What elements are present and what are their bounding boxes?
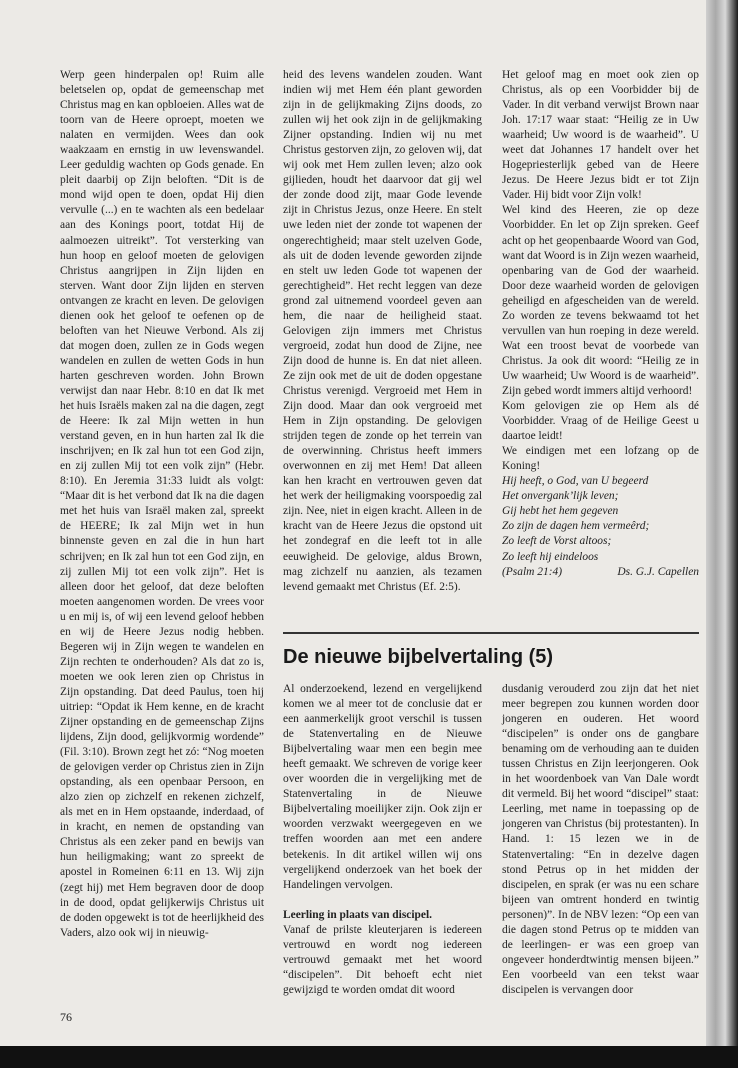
column-1 xyxy=(60,68,264,941)
paragraph: Al onderzoekend, lezend en vergelijkend komen we al meer tot de conclusie dat er een aanmerkelijk groot verschil is tussen de Statenvertaling en de Nieuwe Bijbelvertaling waar men een begin mee heeft gemaakt. We schreven de vorige keer over woorden die in vergelijking met de Statenvertaling in de Nieuwe Bijbelvertaling moeilijker zijn. Ook zijn er woorden verzwakt weergegeven en we treffen woorden aan met een andere betekenis. In dit artikel willen wij ons vergelijkend onderzoek van het boek der Handelingen vervolgen. xyxy=(283,683,482,891)
article-title: De nieuwe bijbelvertaling (5) xyxy=(283,646,554,668)
poem-line: (Psalm 21:4) xyxy=(502,565,563,578)
page-number: 76 xyxy=(60,1010,72,1024)
poem-line: Gij hebt het hem gegeven xyxy=(502,505,619,518)
poem-line: Zo leeft hij eindeloos xyxy=(502,550,599,563)
paragraph: Wel kind des Heeren, zie op deze Voorbidder. En let op Zijn spreken. Geef acht op het geopenbaarde Woord van God, want dat Woord is in Zijn wezen waarheid, openbaring van de God der waarheid. Door deze waarheid worden de gelovigen geheiligd en afgescheiden van de wereld. Zo worden ze tevens bekwaamd tot het vervullen van hun roeping in deze wereld. Wat een troost bevat de voorbede van Christus. Ja ook dit woord: “Heilig ze in Uw waarheid; Uw Woord is de waarheid”. Zijn gebed wordt immers altijd verhoord! xyxy=(502,204,699,397)
subheading: Leerling in plaats van discipel. xyxy=(283,908,433,921)
paragraph: Werp geen hinderpalen op! Ruim alle beletselen op, opdat de gemeenschap met Christus mag en kan opbloeien. Alles wat de toorn van de Heere oproept, moeten we nalaten en vermijden. Wees dan ook waakzaam en ernstig in uw levenswandel. Leer geduldig wachten op Gods genade. En pleit daarbij op Zijn beloften. “Dit is de mond wijd open te doen, opdat Hij dien vervulle (...) en te wachten als een bedelaar aan des Konings poort, totdat Hij de aalmoezen uitreikt”. Tot versterking van hun hoop en geloof moeten de gelovigen Christus aangrijpen in Zijn lijden en sterven. Want door Zijn lijden en sterven ontvangen ze kracht en leven. De gelovigen dienen ook het geloof te oefenen op de beloften van het Nieuwe Verbond. Als zij dat mogen doen, zullen ze in Gods wegen wandelen en zullen de wetten Gods in hun harten geschreven worden. John Brown verwijst dan naar Hebr. 8:10 en dat Ik met het huis Israëls maken zal na die dagen, zegt de Heere: Ik zal Mijn wetten in hun verstand geven, en in hun harten zal Ik die inschrijven; en Ik zal hun tot een God zijn, en zij zullen Mij tot een volk zijn” (Hebr. 8:10). En Jeremia 31:33 luidt als volgt: “Maar dit is het verbond dat Ik na die dagen met het huis van Israël maken zal, spreekt de HEERE; Ik zal Mijn wet in hun binnenste geven en zal die in hun hart schrijven; en Ik zal hun tot een God zijn, en zij zullen Mij tot een volk zijn”. Het is alleen door het geloof, dat deze beloften moeten aangenomen worden. De vrees voor u en mij is, of wij een levend geloof hebben en wij de Heere Jezus nodig hebben. Begeren wij in Zijn wegen te wandelen en Zijn rechten te onderhouden? Als dat zo is, moeten we ook leren zien op Christus in Zijn opstanding. Dat deed Paulus, toen hij uitriep: “Opdat ik Hem kenne, en de kracht Zijner opstanding en de gemeenschap Zijns lijdens, Zijn dood, gelijkvormig wordende” (Fil. 3:10). Brown zegt het zó: “Nog moeten de gelovigen verder op Christus zien in Zijn opstanding, als een openbaar Persoon, en alzo zien op zichzelf en rekenen zichzelf, als met en in Hem opstaande, inderdaad, of in kracht, en nemen de opstanding van Christus als een zeker pand en bewijs van hun heiligmaking; want zo spreekt de apostel in Romeinen 6:11 en 13. Wij zijn (zegt hij) met Hem begraven door de doop in de dood, opdat gelijkerwijs Christus uit de doden opgewekt is tot de heerlijkheid des Vaders, alzo ook wij in nieuwig- xyxy=(60,69,264,939)
poem-line: Hij heeft, o God, van U begeerd xyxy=(502,475,649,488)
poem-line: Zo leeft de Vorst altoos; xyxy=(502,535,612,548)
section-divider xyxy=(283,632,699,634)
column-2 xyxy=(283,68,482,595)
article-column-2 xyxy=(502,682,699,998)
poem-line: Het onvergank’lijk leven; xyxy=(502,490,619,503)
article-column-1 xyxy=(283,682,482,998)
paragraph: We eindigen met een lofzang op de Koning! xyxy=(502,445,699,473)
scan-edge xyxy=(706,0,738,1068)
author-signature: Ds. G.J. Capellen xyxy=(617,565,699,578)
paragraph: heid des levens wandelen zouden. Want indien wij met Hem één plant geworden zijn in de gelijkmaking Zijns doods, zo zullen wij het ook zijn in de gelijkmaking Zijner opstanding. Indien wij nu met Christus gestorven zijn, zo geloven wij, dat wij ook met Hem zullen leven; alzo ook gijlieden, houdt het daarvoor dat gij wel der zonde dood zijt, maar Gode levende zijt in Christus Jezus, onze Heere. En stelt uwe leden niet der zonde tot wapenen der ongerechtigheid; maar stelt uzelven Gode, als uit de doden levende geworden zijnde en stelt uw leden Gode tot wapenen der gerechtigheid”. Het recht leggen van deze grond zal uitnemend voordeel geven aan hem, die naar de heiligheid staat. Gelovigen zijn immers met Christus vergroeid, zodat hun dood de Zijne, nee Zijn dood de hunne is. En dat niet alleen. Ze zijn ook met de uit de doden opgestane Christus verenigd. Vergroeid met Hem in Zijn dood. Maar dan ook vergroeid met Hem in Zijn opstanding. De gelovigen strijden tegen de zonde op het terrein van de overwinning. Christus heeft immers overwonnen en zij met Hem! Dat alleen kan hen kracht en vertrouwen geven dat het werk der heiligmaking voorspoedig zal zijn. Nee, niet in eigen kracht. Alleen in de kracht van de Heere Jezus die opstond uit het zondegraf en die leeft tot in alle eeuwigheid. De gelovige, aldus Brown, mag zichzelf nu aanzien, als tezamen levend gemaakt met Christus (Ef. 2:5). xyxy=(283,69,482,593)
paragraph: dusdanig verouderd zou zijn dat het niet meer begrepen zou kunnen worden door jongeren en ouderen. Het woord “discipelen” is onder ons de gangbare benaming om de verhouding aan te duiden tussen Christus en Zijn leerjongeren. Ook in het woordenboek van Van Dale wordt dit vermeld. Bij het woord “discipel” staat: Leerling, met name in toepassing op de jongeren van Christus (bij protestanten). In Hand. 1: 15 lezen we in de Statenvertaling: “En in dezelve dagen stond Petrus op in het midden der discipelen, en sprak (er was nu een schare bijeen van omtrent honderd en twintig personen)”. In de NBV lezen: “Op een van die dagen stond Petrus op te midden van de leerlingen- er was een groep van ongeveer honderdtwintig mensen bijeen.” Een voorbeeld van een tekst waar discipelen is vervangen door xyxy=(502,683,699,996)
paragraph: Kom gelovigen zie op Hem als dé Voorbidder. Vraag of de Heilige Geest u daartoe leidt! xyxy=(502,400,699,443)
paragraph: Het geloof mag en moet ook zien op Christus, als op een Voorbidder bij de Vader. In dit verband verwijst Brown naar Joh. 17:17 waar staat: “Heilig ze in Uw waarheid; Uw woord is de waarheid”. U weet dat Johannes 17 handelt over het Hogepriesterlijk gebed van de Heere Jezus. De Heere Jezus bidt er tot Zijn Vader. Hij bidt voor Zijn volk! xyxy=(502,69,699,202)
scan-bottom-edge xyxy=(0,1046,738,1068)
paragraph: Vanaf de prilste kleuterjaren is iedereen vertrouwd en wordt nog iedereen vertrouwd gemaakt met het woord “discipelen”. Dit behoeft echt niet gewijzigd te worden omdat dit woord xyxy=(283,923,482,996)
poem-line: Zo zijn de dagen hem vermeêrd; xyxy=(502,520,650,533)
column-3 xyxy=(502,68,699,580)
